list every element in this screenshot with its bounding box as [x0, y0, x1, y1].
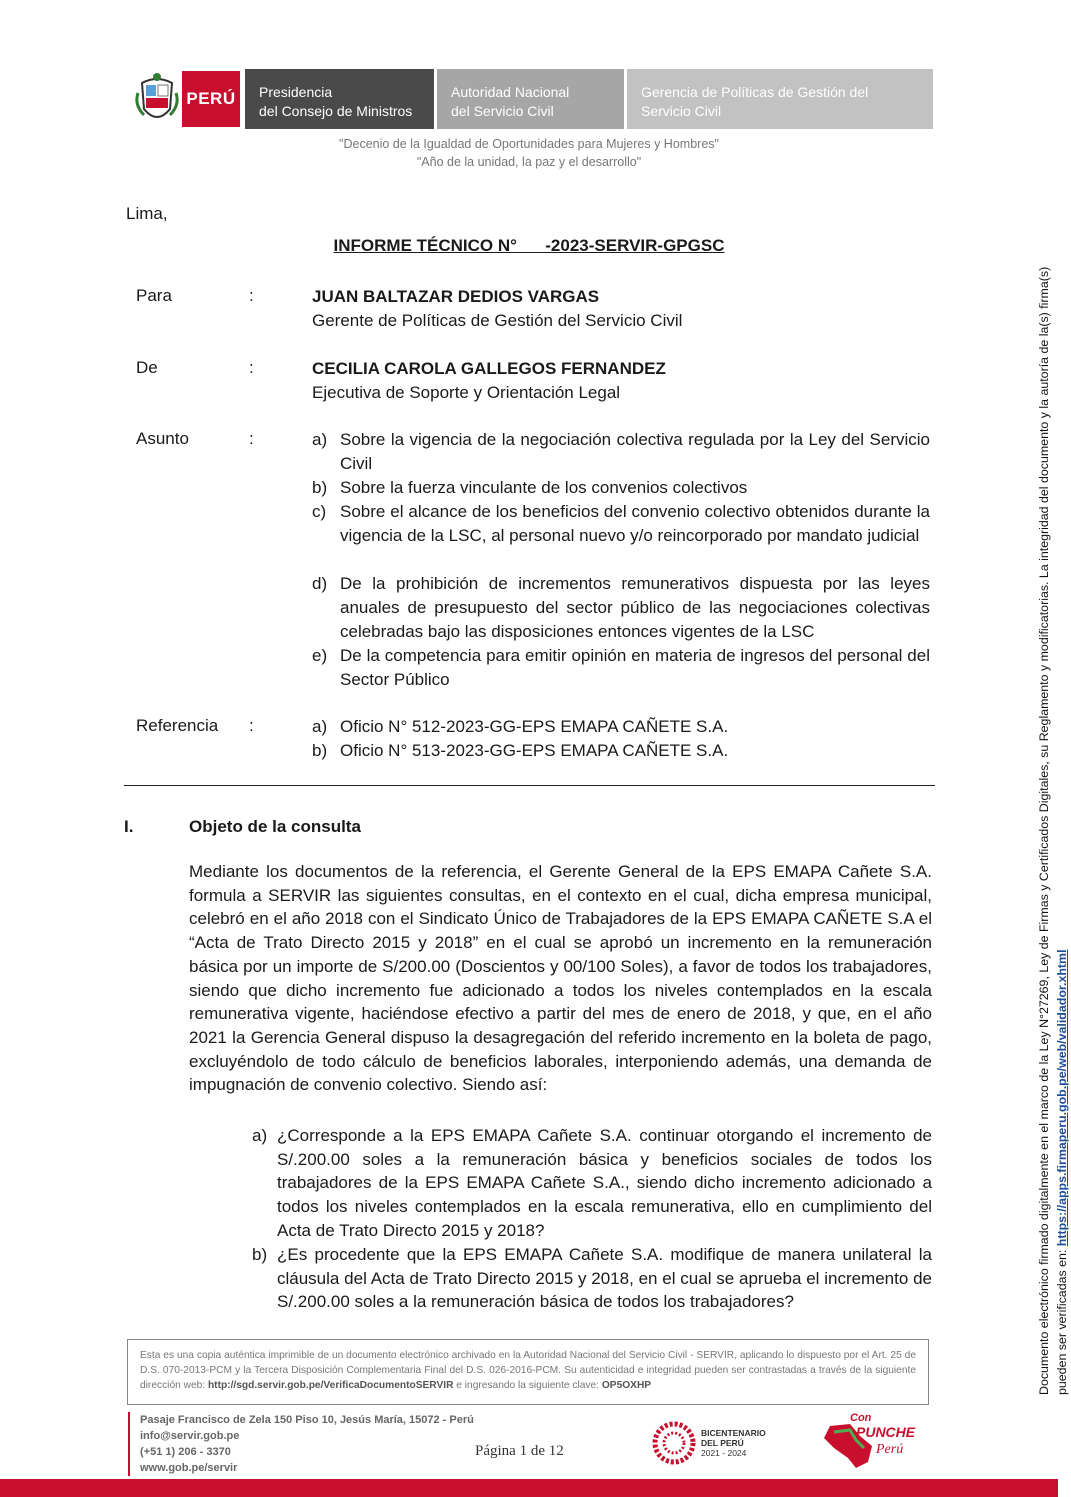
signature-line1: Documento electrónico firmado digitalmente en el marco de la Ley N°27269, Ley de Firmas y Certificados Digitales, su Reglamento y modificatorias. La integridad del documento y la autoría de la(s) firma(s) — [1037, 266, 1051, 1395]
body-paragraph: Mediante los documentos de la referencia, el Gerente General de la EPS EMAPA Cañete S.A. formula a SERVIR las siguientes consultas, en el contexto en el cual, dicha empresa municipal, celebró en el año 2018 con el Sindicato Único de Trabajadores de la EPS EMAPA CAÑETE S.A el “Acta de Trato Directo 2015 y 2018” en el cual se aprobó un incremento en la remuneración básica por un importe de S/200.00 (Doscientos y 00/100 Soles), a favor de todos los trabajadores, siendo que dicho incremento fue adicionado a todos los niveles contemplados en la escala remunerativa vigente, haciéndose efectivo a partir del mes de enero de 2018, y que, en el año 2021 la Gerencia General dispuso la desagregación del referido incremento en la boleta de pago, excluyéndolo de todo cálculo de beneficios laborales, interponiendo además, una demanda de impugnación de convenio colectivo. Siendo así: — [189, 862, 932, 1095]
question-item — [252, 1124, 932, 1243]
section-number: I. — [124, 817, 134, 836]
punche-text: PUNCHE — [856, 1424, 916, 1440]
asunto-text: De la competencia para emitir opinión en materia de ingresos del personal del Sector Público — [340, 646, 930, 689]
asunto-colon: : — [249, 429, 254, 448]
header-servir — [437, 69, 624, 129]
contact-address — [128, 1412, 474, 1476]
bicentenario-logo — [651, 1418, 767, 1468]
header-presidencia-line2: del Consejo de Ministros — [259, 103, 413, 119]
con-text: Con — [850, 1412, 872, 1424]
signature-line2 — [1053, 195, 1071, 1395]
question-text: ¿Es procedente que la EPS EMAPA Cañete S.A. modifique de manera unilateral la cláusula del Acta de Trato Directo 2015 y 2018, en el cual se aprueba el incremento de S/.200.00 soles a la remuneración básica de todos los trabajadores? — [277, 1245, 932, 1312]
section-title: Objeto de la consulta — [189, 817, 361, 836]
question-marker: b) — [252, 1245, 268, 1264]
bicentenario-icon — [651, 1420, 697, 1466]
motto-year: "Año de la unidad, la paz y el desarrollo" — [416, 155, 642, 169]
con-punche-logo — [820, 1412, 926, 1472]
question-item — [252, 1243, 932, 1314]
asunto-text: De la prohibición de incrementos remunerativos dispuesta por las leyes anuales de presupuesto del sector público de las negociaciones colectivas celebradas bajo las disposiciones entonces vigentes de la LSC — [340, 574, 930, 641]
de-label: De — [136, 358, 158, 377]
validator-link[interactable]: https://apps.firmaperu.gob.pe/web/validador.xhtml — [1055, 949, 1069, 1247]
motto-decenio: "Decenio de la Igualdad de Oportunidades para Mujeres y Hombres" — [339, 137, 719, 151]
asunto-marker: a) — [312, 430, 328, 449]
header-gerencia-line2: Servicio Civil — [641, 103, 722, 119]
city-date: Lima, — [126, 204, 168, 223]
de-colon: : — [249, 358, 254, 377]
para-colon: : — [249, 286, 254, 305]
referencia-label: Referencia — [136, 716, 219, 735]
coat-of-arms-icon — [134, 71, 180, 127]
header-servir-line1: Autoridad Nacional — [451, 84, 570, 100]
government-logo — [128, 69, 242, 129]
header-gerencia-line1: Gerencia de Políticas de Gestión del — [641, 84, 869, 100]
asunto-text: Sobre la fuerza vinculante de los convenios colectivos — [340, 478, 748, 497]
page-number: Página 1 de 12 — [475, 1443, 564, 1459]
para-name: JUAN BALTAZAR DEDIOS VARGAS — [312, 287, 600, 306]
verify-url[interactable]: http://sgd.servir.gob.pe/VerificaDocumentoSERVIR — [207, 1380, 454, 1391]
bicentenario-line3: 2021 - 2024 — [701, 1448, 747, 1458]
para-role: Gerente de Políticas de Gestión del Servicio Civil — [312, 311, 683, 330]
website-line: www.gob.pe/servir — [140, 1462, 238, 1474]
asunto-marker: e) — [312, 646, 328, 665]
authenticity-notice — [127, 1339, 929, 1405]
asunto-marker: c) — [312, 502, 327, 521]
asunto-item — [312, 428, 930, 476]
document-title: INFORME TÉCNICO N° -2023-SERVIR-GPGSC — [333, 236, 725, 255]
email-line: info@servir.gob.pe — [140, 1430, 240, 1442]
notice-mid: e ingresando la siguiente clave: — [453, 1380, 602, 1391]
referencia-marker: b) — [312, 741, 328, 760]
bicentenario-line2: DEL PERÚ — [701, 1438, 744, 1448]
referencia-text: Oficio N° 513-2023-GG-EPS EMAPA CAÑETE S.A. — [340, 741, 729, 760]
header-divider — [124, 785, 935, 786]
asunto-item — [312, 644, 930, 692]
header-servir-line2: del Servicio Civil — [451, 103, 554, 119]
question-marker: a) — [252, 1126, 268, 1145]
header-gerencia — [627, 69, 933, 129]
header-presidencia-line1: Presidencia — [259, 84, 333, 100]
asunto-item — [312, 476, 930, 500]
referencia-marker: a) — [312, 717, 328, 736]
peru-label: PERÚ — [182, 71, 240, 127]
asunto-marker: d) — [312, 574, 328, 593]
peru-script-text: Perú — [876, 1442, 904, 1457]
de-role: Ejecutiva de Soporte y Orientación Legal — [312, 383, 621, 402]
digital-signature-note — [1035, 195, 1071, 1395]
asunto-marker: b) — [312, 478, 328, 497]
phone-line: (+51 1) 206 - 3370 — [140, 1446, 231, 1458]
para-label: Para — [136, 286, 172, 305]
asunto-text: Sobre la vigencia de la negociación colectiva regulada por la Ley del Servicio Civil — [340, 430, 930, 473]
bicentenario-line1: BICENTENARIO — [701, 1428, 766, 1438]
referencia-item — [312, 739, 930, 763]
referencia-item — [312, 715, 930, 739]
question-text: ¿Corresponde a la EPS EMAPA Cañete S.A. continuar otorgando el incremento de S/.200.00 soles a la remuneración básica y beneficios sociales de todos los trabajadores de la EPS EMAPA Cañete S.A., siendo dicho incremento adicionado a todos los niveles contemplados en la escala remunerativa, ello en cumplimiento del Acta de Trato Directo 2015 y 2018? — [277, 1126, 932, 1240]
footer-red-bar — [0, 1479, 1058, 1497]
signature-prefix: pueden ser verificadas en: — [1055, 1246, 1069, 1395]
de-name: CECILIA CAROLA GALLEGOS FERNANDEZ — [312, 359, 666, 378]
asunto-label: Asunto — [136, 429, 189, 448]
asunto-text: Sobre el alcance de los beneficios del convenio colectivo obtenidos durante la vigencia de la LSC, al personal nuevo y/o reincorporado por mandato judicial — [340, 502, 930, 545]
verify-key: OP5OXHP — [601, 1380, 652, 1391]
asunto-item — [312, 500, 930, 548]
asunto-item — [312, 572, 930, 644]
address-line: Pasaje Francisco de Zela 150 Piso 10, Jesús María, 15072 - Perú — [140, 1414, 474, 1426]
header-presidencia — [245, 69, 434, 129]
referencia-text: Oficio N° 512-2023-GG-EPS EMAPA CAÑETE S.A. — [340, 717, 729, 736]
referencia-colon: : — [249, 716, 254, 735]
notice-text: Esta es una copia auténtica imprimible de un documento electrónico archivado en la Autoridad Nacional del Servicio Civil - SERVIR, aplicando lo dispuesto por el Art. 25 de D.S. 070-2013-PCM y la Tercera Disposición Complementaria Final del D.S. 026-2016-PCM. Su autenticidad e integridad pueden ser contrastadas a través de la siguiente dirección web: — [140, 1350, 916, 1391]
